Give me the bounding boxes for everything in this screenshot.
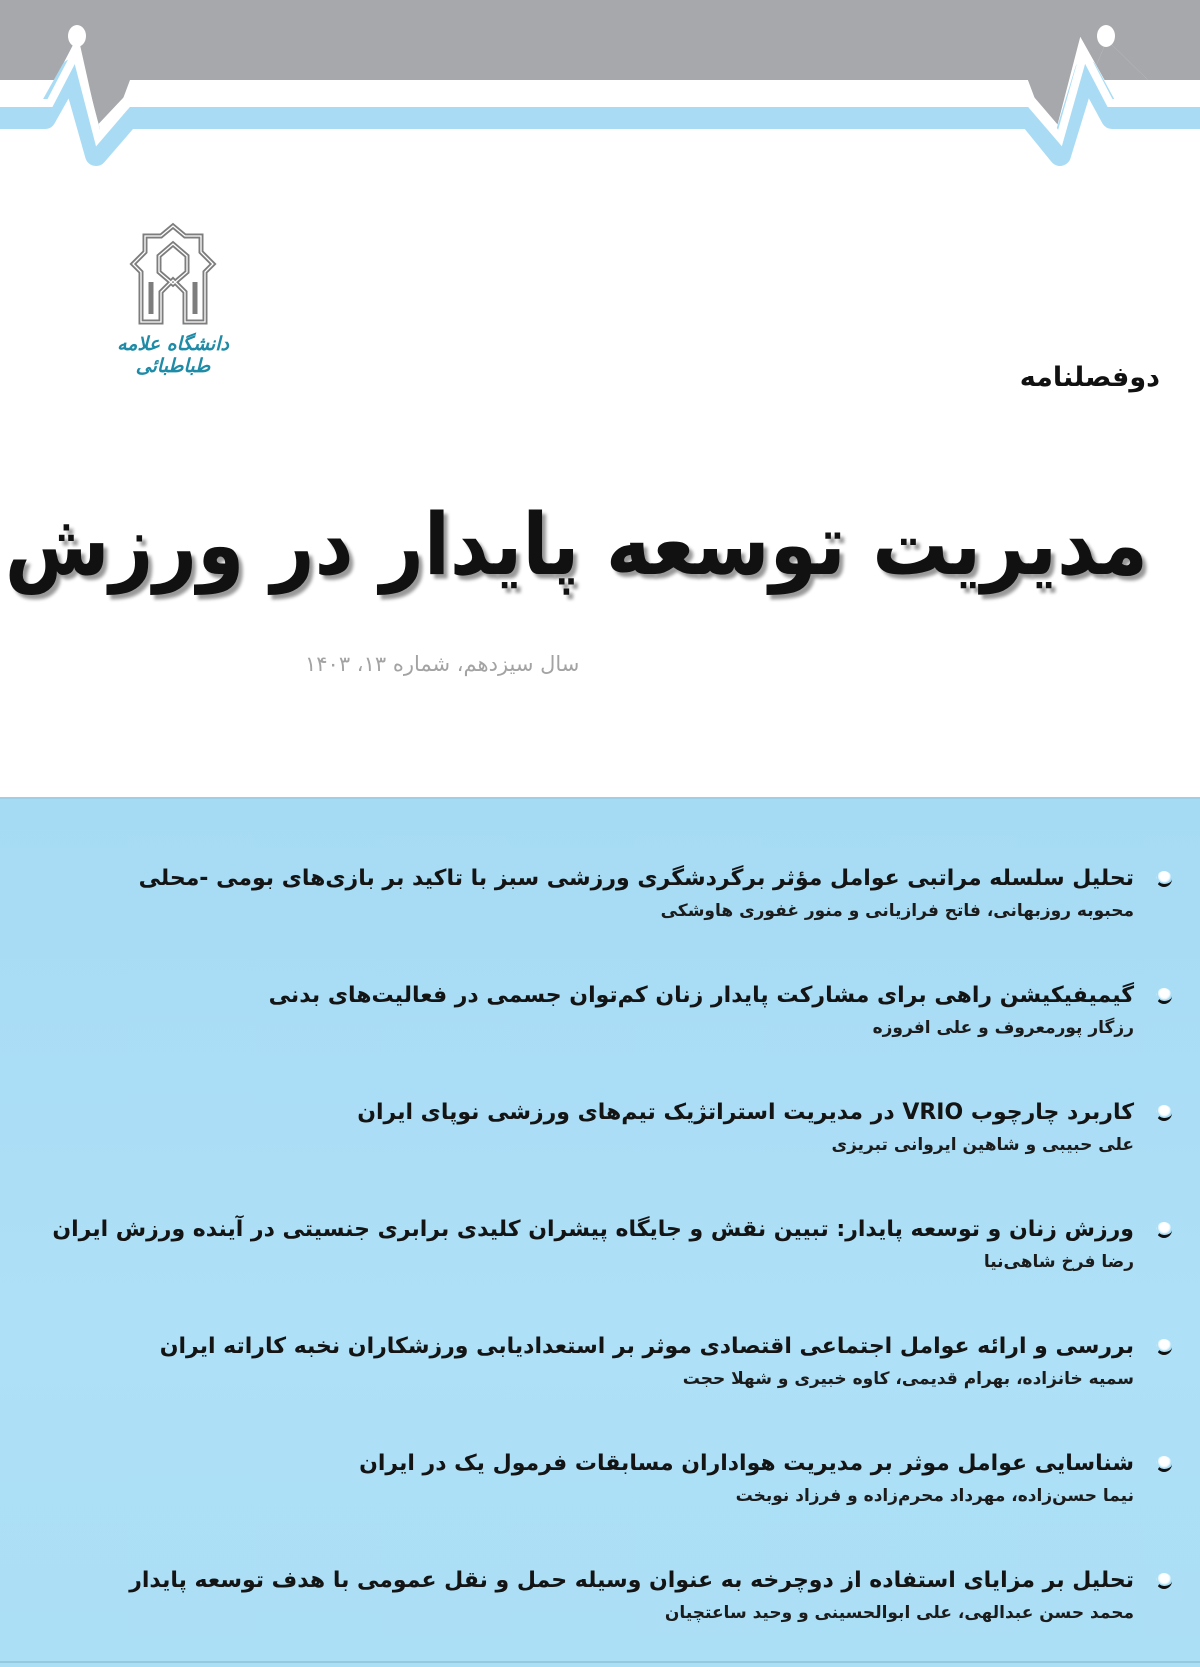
article-authors: رضا فرخ شاهی‌نیا xyxy=(983,1252,1134,1272)
article-title: شناسایی عوامل موثر بر مدیریت هواداران مسابقات فرمول یک در ایران xyxy=(359,1451,1134,1476)
university-emblem-icon xyxy=(127,222,219,327)
article-authors: محبوبه روزبهانی، فاتح فرازیانی و منور غفوری هاوشکی xyxy=(660,901,1134,921)
article-item[interactable] xyxy=(22,979,1172,1096)
article-item[interactable] xyxy=(22,1447,1172,1564)
article-item[interactable] xyxy=(22,1213,1172,1330)
article-authors: نیما حسن‌زاده، مهرداد محرم‌زاده و فرزاد نوبخت xyxy=(735,1486,1134,1506)
circle-bullet-icon xyxy=(1156,1456,1172,1472)
article-authors: رزگار پورمعروف و علی افروزه xyxy=(872,1018,1134,1038)
circle-bullet-icon xyxy=(1156,1339,1172,1355)
header-wave-band xyxy=(0,0,1200,170)
article-item[interactable] xyxy=(22,1330,1172,1447)
article-title: گیمیفیکیشن راهی برای مشارکت پایدار زنان کم‌توان جسمی در فعالیت‌های بدنی xyxy=(268,983,1134,1008)
article-authors: علی حبیبی و شاهین ایروانی تبریزی xyxy=(831,1135,1134,1155)
article-list xyxy=(22,862,1172,1667)
article-title: بررسی و ارائه عوامل اجتماعی اقتصادی موثر بر استعدادیابی ورزشکاران نخبه کاراته ایران xyxy=(159,1334,1134,1359)
circle-bullet-icon xyxy=(1156,988,1172,1004)
article-item[interactable] xyxy=(22,862,1172,979)
article-title: تحلیل بر مزایای استفاده از دوچرخه به عنوان وسیله حمل و نقل عمومی با هدف توسعه پایدار xyxy=(129,1568,1134,1593)
journal-title-text: مدیریت توسعه پایدار در ورزش xyxy=(4,494,1148,595)
heartbeat-wave-icon xyxy=(0,0,1200,170)
article-authors: سمیه خانزاده، بهرام قدیمی، کاوه خبیری و شهلا حجت xyxy=(682,1369,1134,1389)
circle-bullet-icon xyxy=(1156,1573,1172,1589)
volume-issue-line: سال سیزدهم، شماره ۱۳، ۱۴۰۳ xyxy=(305,652,580,676)
article-item[interactable] xyxy=(22,1096,1172,1213)
article-title: تحلیل سلسله مراتبی عوامل مؤثر برگردشگری ورزشی سبز با تاکید بر بازی‌های بومی -محلی xyxy=(138,866,1134,891)
circle-bullet-icon xyxy=(1156,1222,1172,1238)
table-of-contents xyxy=(0,797,1200,1667)
university-logo xyxy=(88,222,258,377)
article-title: کاربرد چارچوب VRIO در مدیریت استراتژیک تیم‌های ورزشی نوپای ایران xyxy=(357,1100,1134,1125)
university-name: دانشگاه علامه طباطبائی xyxy=(117,333,229,377)
circle-bullet-icon xyxy=(1156,871,1172,887)
publication-type-label: دوفصلنامه xyxy=(1019,362,1160,393)
article-authors: محمد حسن عبدالهی، علی ابوالحسینی و وحید ساعتچیان xyxy=(664,1603,1134,1623)
article-item[interactable] xyxy=(22,1564,1172,1667)
journal-title xyxy=(0,483,1148,606)
article-title: ورزش زنان و توسعه پایدار: تبیین نقش و جایگاه پیشران کلیدی برابری جنسیتی در آینده ورزش ایران xyxy=(52,1217,1134,1242)
circle-bullet-icon xyxy=(1156,1105,1172,1121)
